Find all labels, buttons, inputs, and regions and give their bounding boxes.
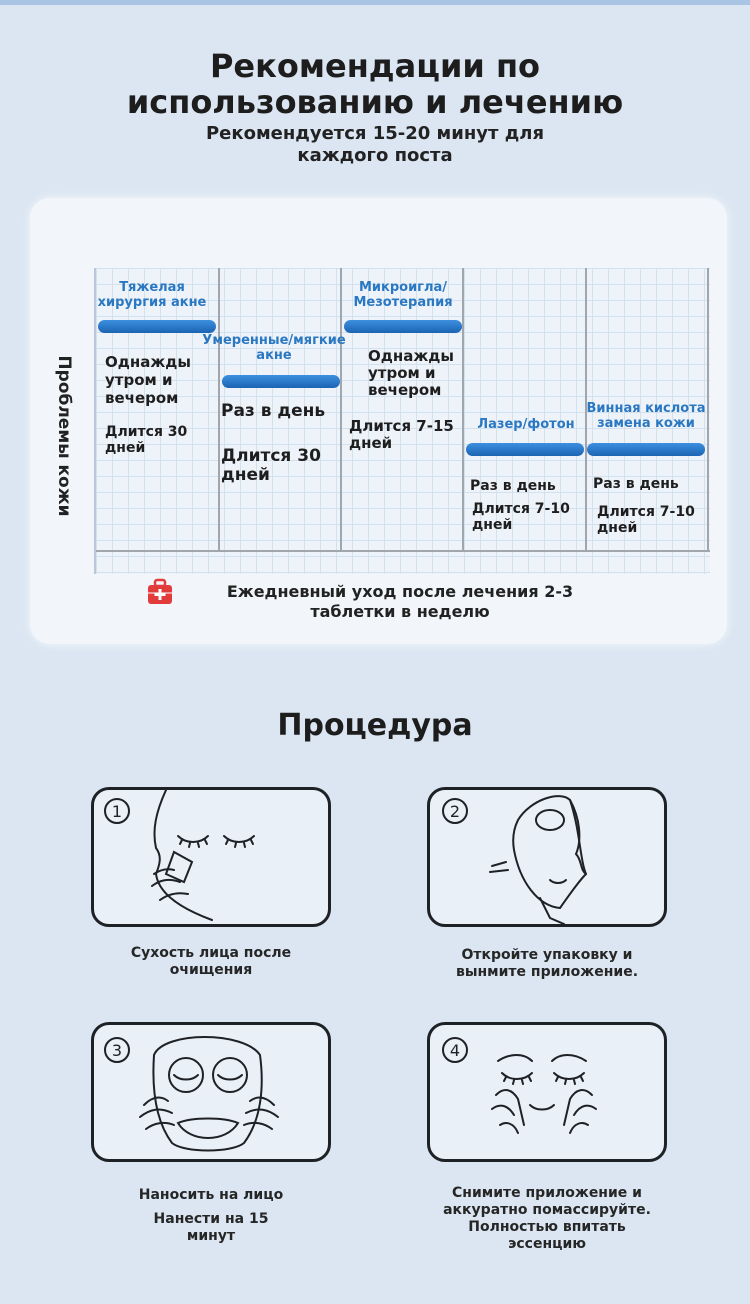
top-accent-bar — [0, 0, 750, 5]
step-2-number: 2 — [449, 802, 461, 821]
step-2-caption: Откройте упаковку и вынмите приложение. — [455, 947, 639, 980]
step-2-illustration — [427, 787, 667, 927]
step-4-caption: Снимите приложение и аккуратно помассируйте. Полностью впитать эссенцию — [443, 1185, 651, 1252]
subtitle-line2: каждого поста — [297, 145, 453, 166]
column-divider — [218, 268, 220, 550]
column-1-duration: Длится 30 дней — [105, 424, 188, 456]
column-3-frequency: Однажды утром и вечером — [368, 347, 454, 399]
page-title-line2: использованию и лечению — [126, 83, 624, 121]
column-5-heading: Винная кислота замена кожи — [586, 401, 706, 431]
step-4-number: 4 — [449, 1041, 461, 1060]
column-2-frequency: Раз в день — [221, 401, 326, 421]
column-1-bar — [98, 320, 216, 333]
column-1-heading: Тяжелая хирургия акне — [97, 280, 207, 310]
chart-baseline — [96, 550, 710, 552]
step-1-illustration — [91, 787, 331, 927]
subtitle-line1: Рекомендуется 15-20 минут для — [205, 123, 545, 144]
procedure-title: Процедура — [277, 708, 473, 743]
column-5-duration: Длится 7-10 дней — [597, 504, 695, 536]
column-5-bar — [587, 443, 705, 456]
chart-y-axis — [94, 268, 96, 574]
step-3-caption: Наносить на лицо Нанести на 15 минут — [138, 1187, 284, 1244]
step-3-number: 3 — [111, 1041, 123, 1060]
column-4-duration: Длится 7-10 дней — [472, 501, 570, 533]
column-2-duration: Длится 30 дней — [221, 446, 321, 485]
column-3-bar — [344, 320, 462, 333]
column-1-frequency: Однажды утром и вечером — [105, 353, 191, 407]
treatment-chart-card: Проблемы кожи Тяжелая хирургия акне Однажды утром и вечером Длится 30 дней Умеренные/мягкие акне Раз в день Длится 30 дней Микроигла/ Мезотерапия Однажды утром и вечером Длится 7-15 дней Лазер/фотон Раз в день Длится 7-10 дней Винная кислота замена кожи Раз в день Длится 7-10 дней Ежедневный уход после лечения 2-3 таблетки в неделю — [30, 198, 727, 644]
page-title-line1: Рекомендации по — [209, 47, 541, 85]
column-2-bar — [222, 375, 340, 388]
step-1-caption: Сухость лица после очищения — [130, 945, 292, 978]
step-3-illustration — [91, 1022, 331, 1162]
column-3-duration: Длится 7-15 дней — [349, 417, 454, 452]
column-4-bar — [466, 443, 584, 456]
column-divider — [340, 268, 342, 550]
column-5-frequency: Раз в день — [593, 476, 679, 492]
column-3-heading: Микроигла/ Мезотерапия — [353, 280, 453, 310]
step-1-number: 1 — [111, 802, 123, 821]
column-4-heading: Лазер/фотон — [477, 417, 575, 432]
column-4-frequency: Раз в день — [470, 478, 556, 494]
column-divider — [462, 268, 464, 550]
daily-care-note-line1: Ежедневный уход после лечения 2-3 — [226, 582, 574, 601]
column-2-heading: Умеренные/мягкие акне — [202, 333, 346, 363]
step-4-illustration — [427, 1022, 667, 1162]
daily-care-note-line2: таблетки в неделю — [310, 602, 490, 621]
